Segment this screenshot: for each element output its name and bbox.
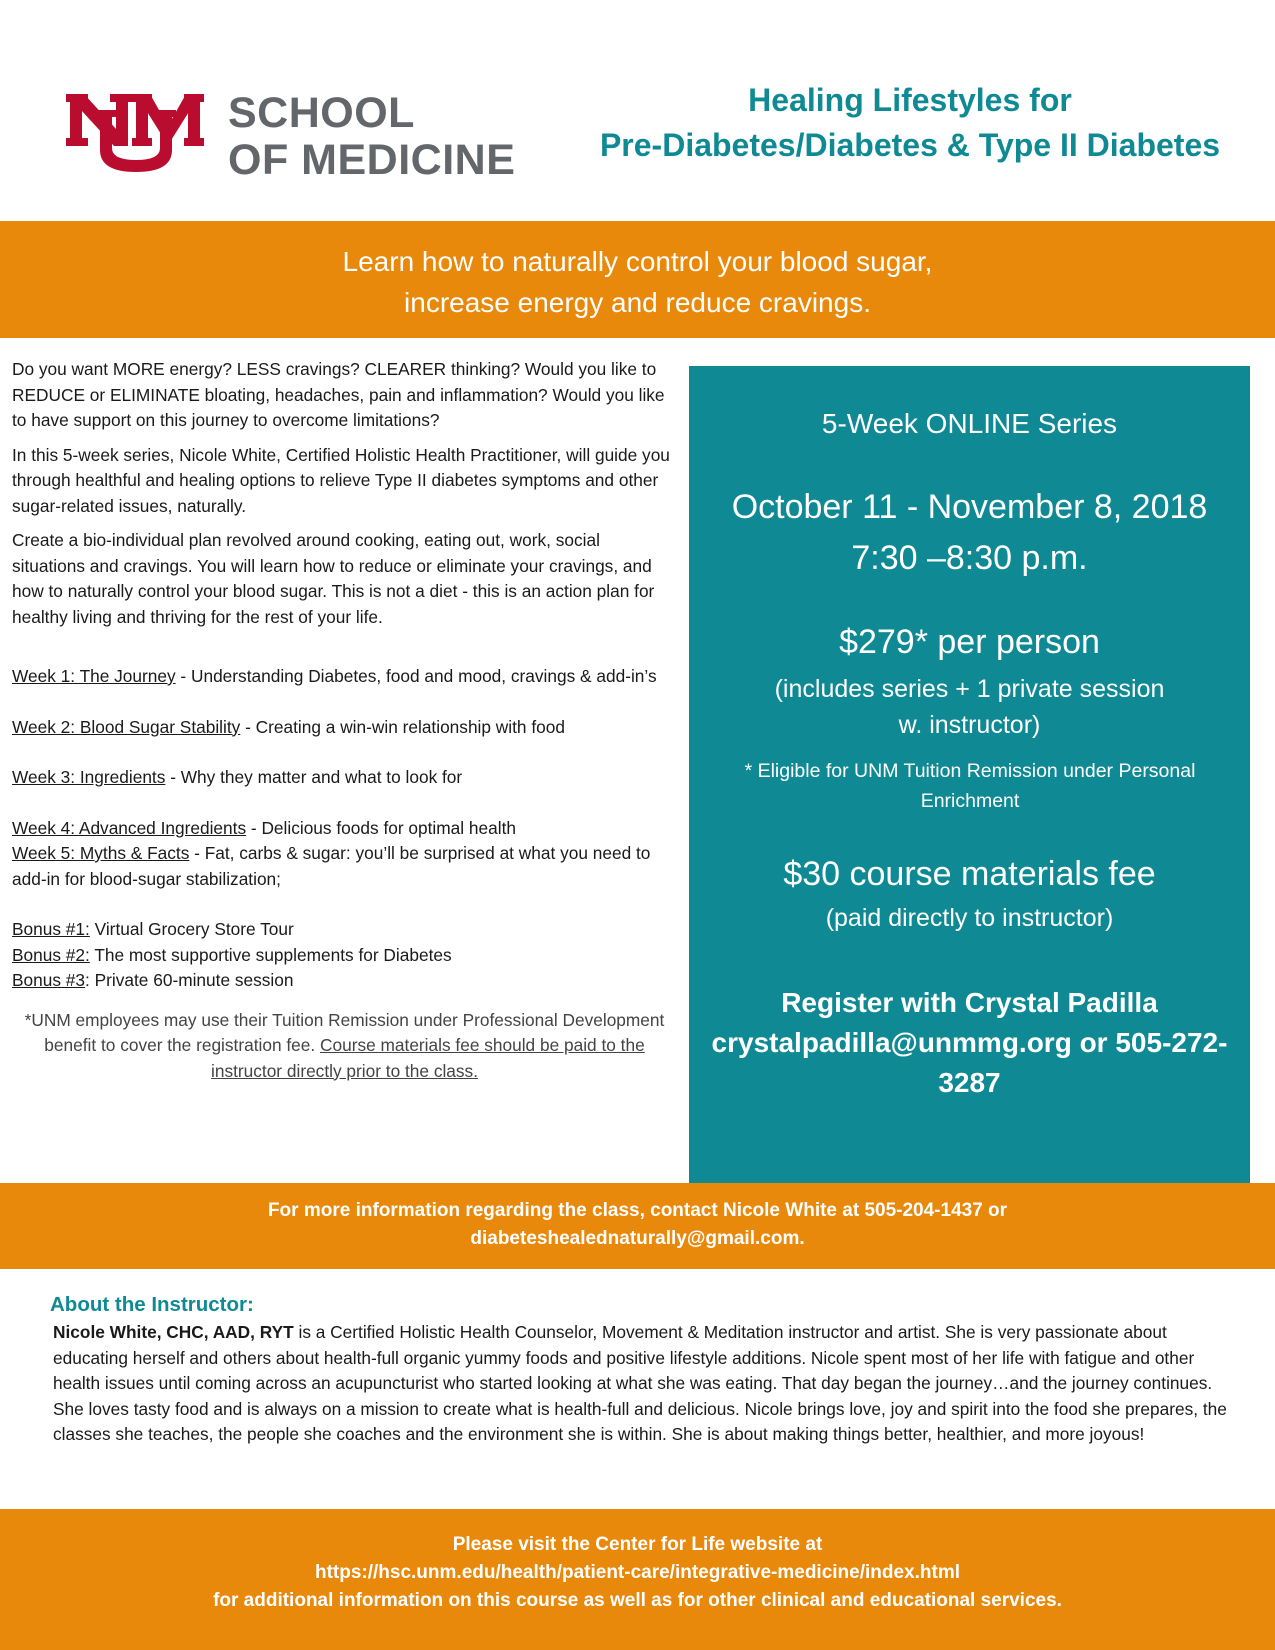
note-text: *UNM employees may use their Tuition Remission under Professional Development benefit to cover the registration fee.: [24, 1009, 665, 1055]
school-of-medicine-wordmark: [228, 90, 515, 184]
logo-line-1: SCHOOL: [228, 89, 415, 137]
week-desc: - Why they matter and what to look for: [165, 767, 463, 787]
logo-line-2: OF MEDICINE: [228, 136, 516, 184]
intro-paragraph-1: Do you want MORE energy? LESS cravings? CLEARER thinking? Would you like to REDUCE or ELIMINATE bloating, headaches, pain and inflammation? Would you like to have support on this journey to overcome limitations?: [12, 359, 665, 430]
intro-paragraph-3: Create a bio-individual plan revolved around cooking, eating out, work, social situations and cravings. You will learn how to reduce or eliminate your cravings, and how to naturally control your blood sugar. This is not a diet - this is an action plan for healthy living and thriving for the rest of your life.: [12, 530, 655, 627]
price-note: [689, 671, 1250, 743]
tagline-line-2: increase energy and reduce cravings.: [404, 287, 871, 318]
week-label: Week 3: Ingredients: [12, 767, 166, 787]
week-desc: - Delicious foods for optimal health: [246, 817, 517, 838]
title-line-2: Pre-Diabetes/Diabetes & Type II Diabetes: [599, 127, 1221, 163]
course-dates: [689, 482, 1250, 584]
eligibility-note: * Eligible for UNM Tuition Remission under Personal Enrichment: [744, 760, 1196, 812]
register-line-1: Register with Crystal Padilla: [781, 987, 1158, 1018]
price-note-line-1: (includes series + 1 private session: [774, 675, 1165, 703]
website-link[interactable]: https://hsc.unm.edu/health/patient-care/integrative-medicine/index.html: [314, 1562, 961, 1583]
instructor-bio: is a Certified Holistic Health Counselor, Movement & Meditation instructor and artist. She is very passionate about educating herself and others about health-full organic yummy foods and positive lifestyle additions. Nicole spent most of her life with fatigue and other health issues until coming across an acupuncturist who started looking at what she was eating. That day began the journey…and the journey continues. She loves tasty food and is always on a mission to create what is health-full and delicious. Nicole brings love, joy and spirit into the food she prepares, the classes she teaches, the people she coaches and the environment she is within. She is about making things better, healthier, and more joyous!: [53, 1322, 1227, 1444]
materials-fee: $30 course materials fee: [783, 855, 1156, 893]
price: $279* per person: [839, 623, 1100, 661]
price-note-line-2: w. instructor): [898, 711, 1041, 739]
about-heading: About the Instructor:: [50, 1293, 254, 1316]
week-label: Week 2: Blood Sugar Stability: [12, 716, 241, 737]
week-3-item: [12, 765, 677, 791]
bonus-desc: : Private 60-minute session: [85, 970, 294, 990]
footer-line-1: Please visit the Center for Life website at: [452, 1534, 823, 1555]
intro-paragraph-2: In this 5-week series, Nicole White, Certified Holistic Health Practitioner, will guide you through healthful and healing options to relieve Type II diabetes symptoms and other sugar-related issues, naturally.: [12, 444, 670, 516]
week-label: Week 5: Myths & Facts: [12, 843, 190, 863]
week-5-item: [12, 841, 677, 892]
time-range: 7:30 –8:30 p.m.: [851, 539, 1088, 577]
week-label: Week 1: The Journey: [12, 666, 176, 686]
register-contact[interactable]: crystalpadilla@unmmg.org or 505-272-3287: [711, 1027, 1228, 1098]
week-desc: - Understanding Diabetes, food and mood, cravings & add-in’s: [175, 666, 657, 686]
bonus-1-item: [12, 917, 677, 943]
contact-email-link[interactable]: diabeteshealednaturally@gmail.com.: [470, 1228, 805, 1249]
page-title: [560, 78, 1260, 168]
tuition-remission-note: [12, 1008, 677, 1085]
course-details-panel: [689, 366, 1250, 1183]
week-desc: - Fat, carbs & sugar: you’ll be surprised at what you need to add-in for blood-sugar stabilization;: [12, 843, 651, 889]
unm-logo-icon: [66, 86, 206, 178]
tagline-banner: [0, 221, 1275, 338]
title-line-1: Healing Lifestyles for: [748, 82, 1072, 118]
bonus-label: Bonus #1:: [12, 919, 90, 939]
week-2-item: [12, 715, 677, 741]
contact-banner: [0, 1183, 1275, 1269]
series-label: 5-Week ONLINE Series: [821, 408, 1118, 439]
bonus-label: Bonus #3: [12, 970, 86, 990]
date-range: October 11 - November 8, 2018: [731, 488, 1208, 526]
footer-banner: [0, 1509, 1275, 1650]
bonus-label: Bonus #2:: [12, 944, 90, 965]
tagline-line-1: Learn how to naturally control your blood sugar,: [342, 246, 933, 277]
registration-info: [689, 983, 1250, 1103]
week-label: Week 4: Advanced Ingredients: [12, 817, 247, 838]
about-paragraph: [53, 1320, 1238, 1448]
materials-fee-note: (paid directly to instructor): [825, 904, 1114, 932]
bonus-2-item: [12, 943, 677, 969]
footer-line-3: for additional information on this course as well as for other clinical and educational services.: [213, 1590, 1062, 1611]
instructor-name: Nicole White, CHC, AAD, RYT: [53, 1322, 294, 1342]
bonus-desc: Virtual Grocery Store Tour: [89, 919, 294, 939]
bonus-desc: The most supportive supplements for Diabetes: [89, 944, 452, 965]
note-underlined-text: Course materials fee should be paid to the instructor directly prior to the class.: [211, 1035, 645, 1081]
unm-logo-mark: [66, 86, 206, 178]
week-desc: - Creating a win-win relationship with food: [240, 716, 565, 737]
week-1-item: [12, 664, 677, 690]
course-description: [12, 357, 677, 1084]
bonus-3-item: [12, 968, 677, 994]
contact-line-1: For more information regarding the class, contact Nicole White at 505-204-1437 or: [267, 1200, 1008, 1221]
week-4-item: [12, 816, 677, 842]
